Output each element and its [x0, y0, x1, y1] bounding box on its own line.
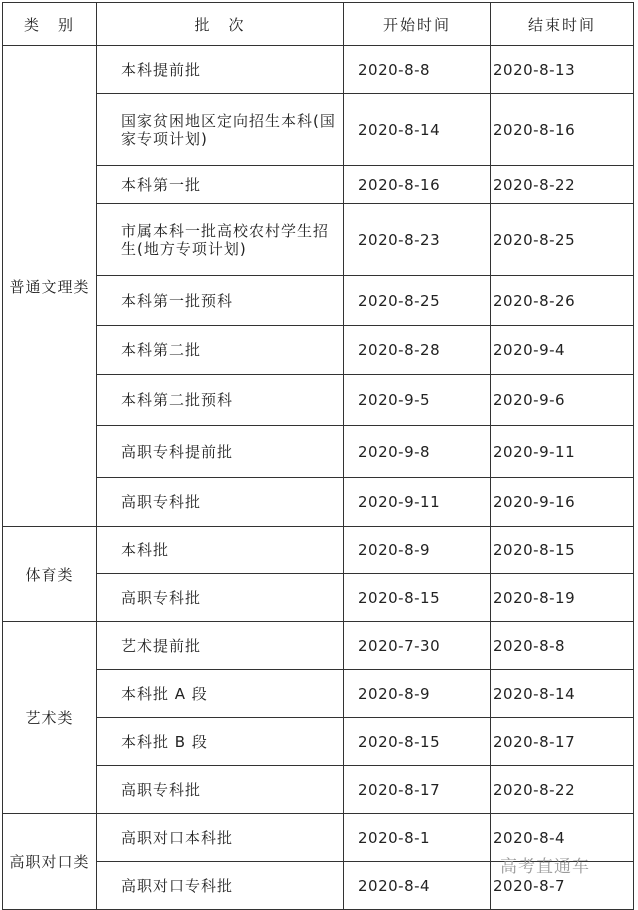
batch-cell: 市属本科一批高校农村学生招生(地方专项计划) — [97, 204, 344, 276]
table-row — [3, 574, 634, 622]
header-batch: 批 次 — [97, 3, 344, 46]
end-date-cell: 2020-8-4 — [491, 814, 634, 862]
end-date-cell: 2020-8-16 — [491, 94, 634, 166]
start-date-cell: 2020-8-23 — [344, 204, 491, 276]
category-cell: 艺术类 — [3, 622, 97, 814]
batch-cell: 本科提前批 — [97, 46, 344, 94]
table-row — [3, 670, 634, 718]
batch-cell: 本科批 — [97, 527, 344, 574]
start-date-cell: 2020-8-25 — [344, 276, 491, 326]
header-category: 类 别 — [3, 3, 97, 46]
end-date-cell: 2020-8-8 — [491, 622, 634, 670]
end-date-cell: 2020-9-11 — [491, 426, 634, 478]
category-cell: 体育类 — [3, 527, 97, 622]
table-row — [3, 622, 634, 670]
end-date-cell: 2020-8-26 — [491, 276, 634, 326]
table-row — [3, 527, 634, 574]
batch-cell: 高职对口专科批 — [97, 862, 344, 910]
header-start-time: 开始时间 — [344, 3, 491, 46]
end-date-cell: 2020-8-25 — [491, 204, 634, 276]
batch-cell: 本科批 B 段 — [97, 718, 344, 766]
batch-cell: 高职专科批 — [97, 478, 344, 527]
start-date-cell: 2020-8-4 — [344, 862, 491, 910]
table-row — [3, 204, 634, 276]
batch-cell: 本科第一批 — [97, 166, 344, 204]
table-row — [3, 426, 634, 478]
end-date-cell: 2020-8-22 — [491, 766, 634, 814]
batch-cell: 本科第二批 — [97, 326, 344, 375]
batch-cell: 国家贫困地区定向招生本科(国家专项计划) — [97, 94, 344, 166]
start-date-cell: 2020-8-14 — [344, 94, 491, 166]
start-date-cell: 2020-8-17 — [344, 766, 491, 814]
end-date-cell: 2020-8-14 — [491, 670, 634, 718]
batch-cell: 高职专科提前批 — [97, 426, 344, 478]
start-date-cell: 2020-8-15 — [344, 718, 491, 766]
table-row — [3, 766, 634, 814]
batch-cell: 高职专科批 — [97, 574, 344, 622]
category-cell: 普通文理类 — [3, 46, 97, 527]
batch-cell: 高职对口本科批 — [97, 814, 344, 862]
table-row — [3, 94, 634, 166]
admission-schedule-table — [2, 2, 634, 910]
start-date-cell: 2020-8-1 — [344, 814, 491, 862]
end-date-cell: 2020-9-4 — [491, 326, 634, 375]
end-date-cell: 2020-8-7 — [491, 862, 634, 910]
start-date-cell: 2020-8-8 — [344, 46, 491, 94]
end-date-cell: 2020-8-15 — [491, 527, 634, 574]
start-date-cell: 2020-8-28 — [344, 326, 491, 375]
end-date-cell: 2020-9-16 — [491, 478, 634, 527]
table-row — [3, 375, 634, 426]
start-date-cell: 2020-8-15 — [344, 574, 491, 622]
batch-cell: 本科批 A 段 — [97, 670, 344, 718]
table-row — [3, 166, 634, 204]
category-cell: 高职对口类 — [3, 814, 97, 910]
table-row — [3, 718, 634, 766]
batch-cell: 艺术提前批 — [97, 622, 344, 670]
table-row — [3, 478, 634, 527]
start-date-cell: 2020-9-11 — [344, 478, 491, 527]
table-row — [3, 276, 634, 326]
batch-cell: 本科第一批预科 — [97, 276, 344, 326]
table-row — [3, 326, 634, 375]
watermark: 高考直通车 — [500, 857, 590, 877]
header-end-time: 结束时间 — [491, 3, 634, 46]
header-row — [3, 3, 634, 46]
end-date-cell: 2020-9-6 — [491, 375, 634, 426]
start-date-cell: 2020-9-8 — [344, 426, 491, 478]
start-date-cell: 2020-7-30 — [344, 622, 491, 670]
end-date-cell: 2020-8-13 — [491, 46, 634, 94]
start-date-cell: 2020-9-5 — [344, 375, 491, 426]
batch-cell: 高职专科批 — [97, 766, 344, 814]
table-row — [3, 46, 634, 94]
start-date-cell: 2020-8-9 — [344, 527, 491, 574]
start-date-cell: 2020-8-9 — [344, 670, 491, 718]
end-date-cell: 2020-8-19 — [491, 574, 634, 622]
end-date-cell: 2020-8-17 — [491, 718, 634, 766]
start-date-cell: 2020-8-16 — [344, 166, 491, 204]
batch-cell: 本科第二批预科 — [97, 375, 344, 426]
end-date-cell: 2020-8-22 — [491, 166, 634, 204]
